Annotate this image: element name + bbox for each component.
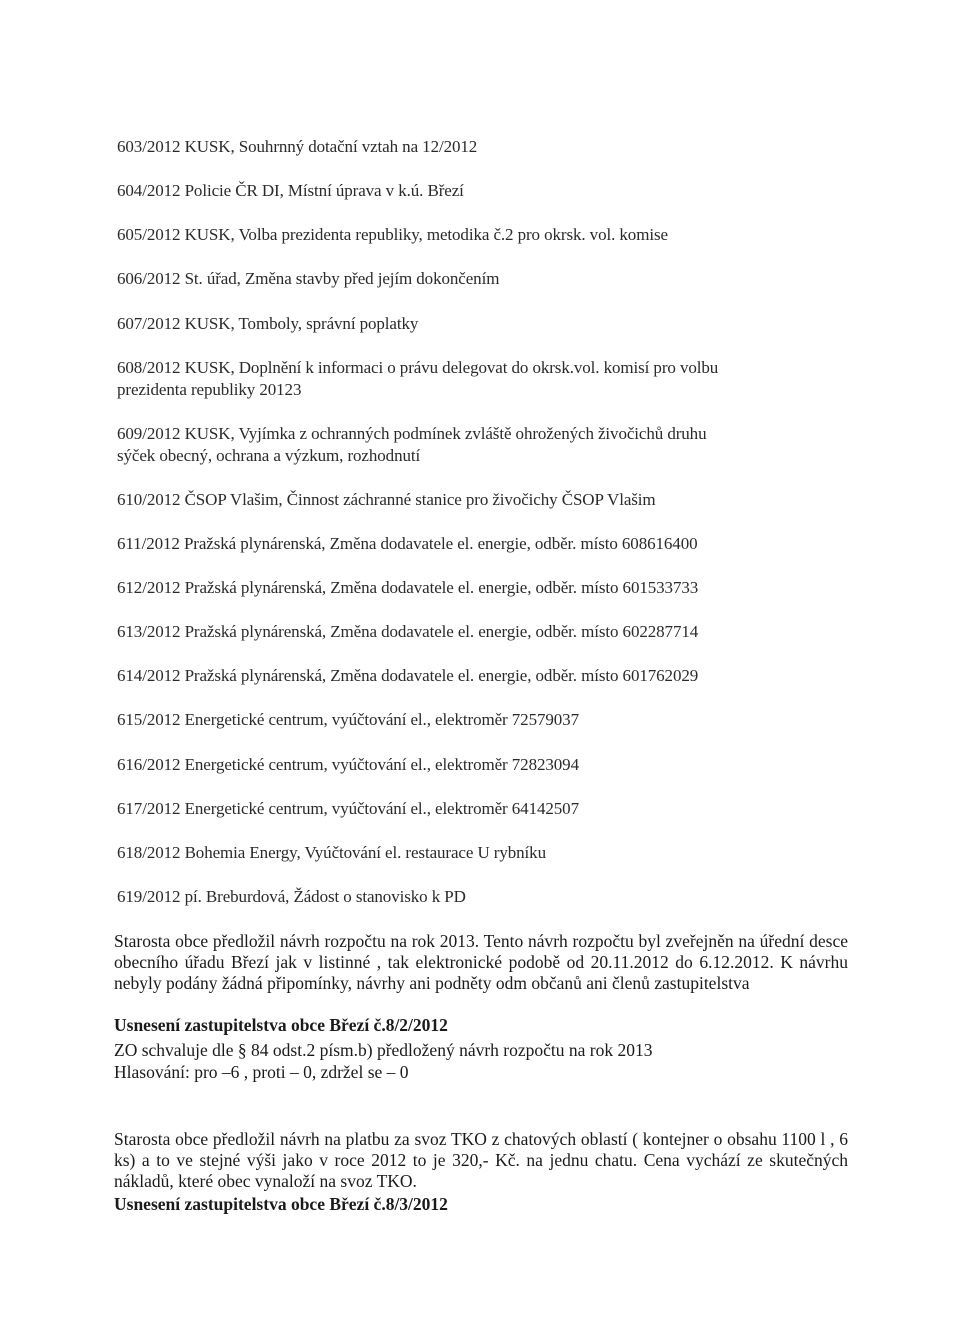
tko-resolution-heading: Usnesení zastupitelstva obce Březí č.8/3/2012 [114,1194,448,1214]
budget-resolution-heading: Usnesení zastupitelstva obce Březí č.8/2/2012 [114,1015,448,1035]
entry-607: 607/2012 KUSK, Tomboly, správní poplatky [117,314,419,333]
entry-604: 604/2012 Policie ČR DI, Místní úprava v k.ú. Březí [117,181,464,200]
entry-616: 616/2012 Energetické centrum, vyúčtování el., elektroměr 72823094 [117,755,579,774]
entry-615: 615/2012 Energetické centrum, vyúčtování el., elektroměr 72579037 [117,710,579,729]
entry-613: 613/2012 Pražská plynárenská, Změna dodavatele el. energie, odběr. místo 602287714 [117,622,699,641]
tko-paragraph: Starosta obce předložil návrh na platbu za svoz TKO z chatových oblastí ( kontejner o obsahu 1100 l , 6 ks) a to ve stejné výši jako v roce 2012 to je 320,- Kč. na jednu chatu. Cena vychází ze skutečných nákladů, které obec vynaloží na svoz TKO. [114,1129,848,1191]
entry-611: 611/2012 Pražská plynárenská, Změna dodavatele el. energie, odběr. místo 608616400 [117,534,698,553]
entry-608: 608/2012 KUSK, Doplnění k informaci o právu delegovat do okrsk.vol. komisí pro volbu [117,358,719,377]
entry-608-continued: prezidenta republiky 20123 [117,380,302,399]
budget-approval: ZO schvaluje dle § 84 odst.2 písm.b) předložený návrh rozpočtu na rok 2013 [114,1040,653,1060]
entry-610: 610/2012 ČSOP Vlašim, Činnost záchranné stanice pro živočichy ČSOP Vlašim [117,490,656,509]
budget-paragraph: Starosta obce předložil návrh rozpočtu na rok 2013. Tento návrh rozpočtu byl zveřejněn na úřední desce obecního úřadu Březí jak v listinné , tak elektronické podobě od 20.11.2012 do 6.12.2012. K návrhu nebyly podány žádná připomínky, návrhy ani podněty odm občanů ani členů zastupitelstva [114,931,848,993]
entry-614: 614/2012 Pražská plynárenská, Změna dodavatele el. energie, odběr. místo 601762029 [117,666,699,685]
entry-606: 606/2012 St. úřad, Změna stavby před jejím dokončením [117,269,500,288]
entry-609-continued: sýček obecný, ochrana a výzkum, rozhodnutí [117,446,421,465]
entry-609: 609/2012 KUSK, Vyjímka z ochranných podmínek zvláště ohrožených živočichů druhu [117,424,707,443]
entry-612: 612/2012 Pražská plynárenská, Změna dodavatele el. energie, odběr. místo 601533733 [117,578,699,597]
budget-vote: Hlasování: pro –6 , proti – 0, zdržel se – 0 [114,1062,409,1082]
entry-605: 605/2012 KUSK, Volba prezidenta republiky, metodika č.2 pro okrsk. vol. komise [117,225,668,244]
entry-617: 617/2012 Energetické centrum, vyúčtování el., elektroměr 64142507 [117,799,579,818]
entry-618: 618/2012 Bohemia Energy, Vyúčtování el. restaurace U rybníku [117,843,546,862]
entry-603: 603/2012 KUSK, Souhrnný dotační vztah na 12/2012 [117,137,478,156]
entry-619: 619/2012 pí. Breburdová, Žádost o stanovisko k PD [117,887,466,906]
